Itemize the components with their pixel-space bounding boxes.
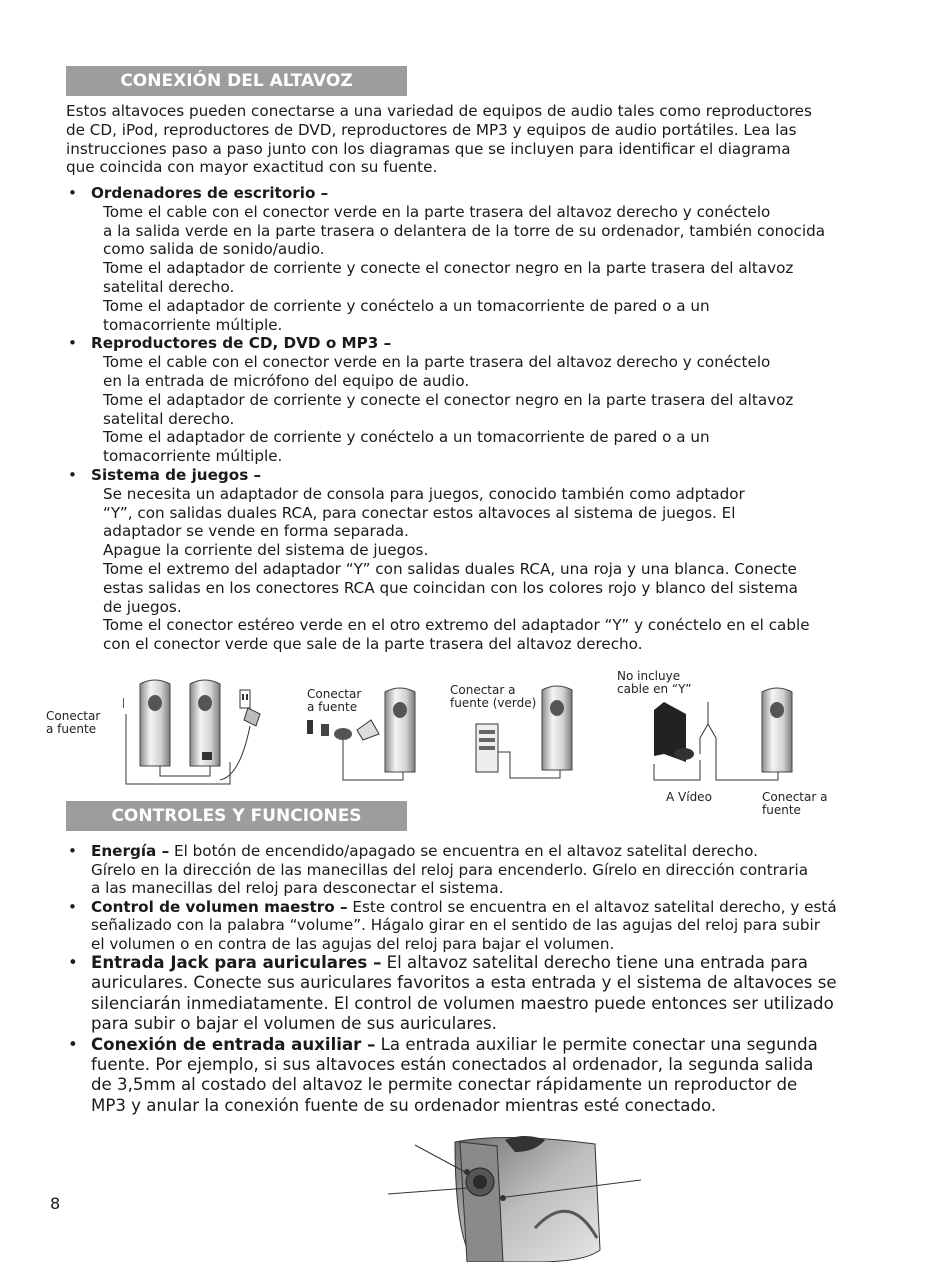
list-item-line: el volumen o en contra de las agujas del reloj para bajar el volumen. [91,934,615,953]
list-item-title: Control de volumen maestro – [91,897,348,916]
list-item-line: fuente. Por ejemplo, si sus altavoces están conectados al ordenador, la segunda salida [91,1055,814,1075]
list-item-line: Se necesita un adaptador de consola para juegos, conocido también como adptador [103,484,745,503]
list-item-line: Tome el extremo del adaptador “Y” con salidas duales RCA, una roja y una blanca. Conecte [103,559,797,578]
list-item-line: silenciarán inmediatamente. El control de volumen maestro puede entonces ser utilizado [91,993,834,1013]
list-item-aux-input [66,1035,896,1117]
page-number: 8 [50,1194,61,1213]
list-item-power [66,842,896,898]
list-item-line: de 3,5mm al costado del altavoz le permite conectar rápidamente un reproductor de [91,1075,798,1095]
list-item-line: Gírelo en la dirección de las manecillas del reloj para encenderlo. Gírelo en dirección contraria [91,860,809,879]
list-item-line: Apague la corriente del sistema de juegos. [103,541,429,560]
list-item-line: Tome el cable con el conector verde en la parte trasera del altavoz derecho y conéctelo [103,353,771,372]
list-item-title: Sistema de juegos – [91,465,262,484]
list-item-line: de juegos. [103,597,182,616]
caption-line: fuente [762,803,801,817]
list-item-line: Este control se encuentra en el altavoz satelital derecho, y está [347,897,837,916]
list-item-line: satelital derecho. [103,409,235,428]
list-item-line: a las manecillas del reloj para desconectar el sistema. [91,879,504,897]
caption-line: a fuente [307,700,358,714]
bullet-icon: • [68,953,78,972]
list-item-title: Conexión de entrada auxiliar – [91,1034,376,1054]
list-item-line: con el conector verde que sale de la parte trasera del altavoz derecho. [103,635,643,654]
list-item-line: El botón de encendido/apagado se encuentra en el altavoz satelital derecho. [169,842,758,860]
list-item-desktop [66,184,896,334]
list-item-line: a la salida verde en la parte trasera o delantera de la torre de su ordenador, también conocida [103,221,826,240]
section-heading-connection: CONEXIÓN DEL ALTAVOZ [66,66,407,96]
desktop-connection-diagram [120,676,280,788]
intro-line: instrucciones paso a paso junto con los diagramas que se incluyen para identificar el diagrama [66,139,791,158]
diagram-caption [762,791,827,817]
diagram-caption [307,688,361,714]
caption-line: Conectar [307,687,362,701]
diagram-caption [617,670,691,696]
list-item-line: estas salidas en los conectores RCA que coincidan con los colores rojo y blanco del sistema [103,578,798,597]
list-item-line: La entrada auxiliar le permite conectar una segunda [375,1034,818,1054]
intro-line: que coincida con mayor exactitud con su fuente. [66,158,438,177]
list-item-title: Energía – [91,842,170,860]
caption-line: fuente (verde) [450,696,537,710]
bullet-icon: • [68,334,77,353]
list-item-line: Tome el cable con el conector verde en la parte trasera del altavoz derecho y conéctelo [103,202,771,221]
list-item-games [66,466,896,654]
section-heading-controls: CONTROLES Y FUNCIONES [66,801,407,831]
list-item-line: tomacorriente múltiple. [103,447,283,466]
intro-line: de CD, iPod, reproductores de DVD, reproductores de MP3 y equipos de audio portátiles. Lea las [66,120,797,139]
bullet-icon: • [68,842,77,860]
list-item-line: satelital derecho. [103,277,235,296]
list-item-players [66,334,896,466]
list-item-line: El altavoz satelital derecho tiene una entrada para [381,953,808,972]
bullet-icon: • [68,184,77,202]
caption-line: Conectar [46,709,101,723]
diagram-caption: A Vídeo [666,790,712,804]
list-item-line: para subir o bajar el volumen de sus auriculares. [91,1014,497,1034]
list-item-line: Tome el adaptador de corriente y conéctelo a un tomacorriente de pared o a un [103,428,710,447]
list-item-volume [66,898,896,954]
caption-line: Conectar a [762,790,828,804]
caption-line: a fuente [46,722,97,736]
diagram-caption [450,684,536,710]
bullet-icon: • [68,465,77,484]
caption-line: cable en “Y” [617,682,692,696]
list-item-title: Reproductores de CD, DVD o MP3 – [91,334,392,353]
list-item-line: “Y”, con salidas duales RCA, para conectar estos altavoces al sistema de juegos. El [103,503,736,522]
bullet-icon: • [68,897,77,916]
list-item-line: tomacorriente múltiple. [103,315,283,334]
list-item-line: Tome el adaptador de corriente y conecte el conector negro en la parte trasera del altavoz [103,390,794,409]
diagram-caption [46,710,100,736]
caption-line: Conectar a [450,683,516,697]
list-item-line: Tome el adaptador de corriente y conéctelo a un tomacorriente de pared o a un [103,296,710,315]
list-item-line: en la entrada de micrófono del equipo de audio. [103,371,470,390]
list-item-line: como salida de sonido/audio. [103,240,325,259]
list-item-line: auriculares. Conecte sus auriculares favoritos a esta entrada y el sistema de altavoces se [91,973,837,993]
list-item-line: Tome el adaptador de corriente y conecte el conector negro en la parte trasera del altavoz [103,259,794,278]
list-item-headphones [66,953,896,1035]
list-item-line: señalizado con la palabra “volume”. Hágalo girar en el sentido de las agujas del reloj para subir [91,916,820,934]
game-console-connection-diagram [650,684,804,788]
list-item-line: adaptador se vende en forma separada. [103,522,409,541]
speaker-controls-illustration [385,1130,650,1262]
connection-list [66,184,896,654]
intro-paragraph [66,102,896,177]
caption-line: No incluye [617,669,681,683]
bullet-icon: • [68,1034,78,1054]
list-item-line: MP3 y anular la conexión fuente de su ordenador mientras esté conectado. [91,1095,717,1115]
list-item-title: Ordenadores de escritorio – [91,184,329,202]
list-item-line: Tome el conector estéreo verde en el otro extremo del adaptador “Y” y conéctelo en el cable [103,616,810,635]
controls-list [66,842,896,1116]
intro-line: Estos altavoces pueden conectarse a una variedad de equipos de audio tales como reproductores [66,102,812,120]
list-item-title: Entrada Jack para auriculares – [91,953,382,972]
